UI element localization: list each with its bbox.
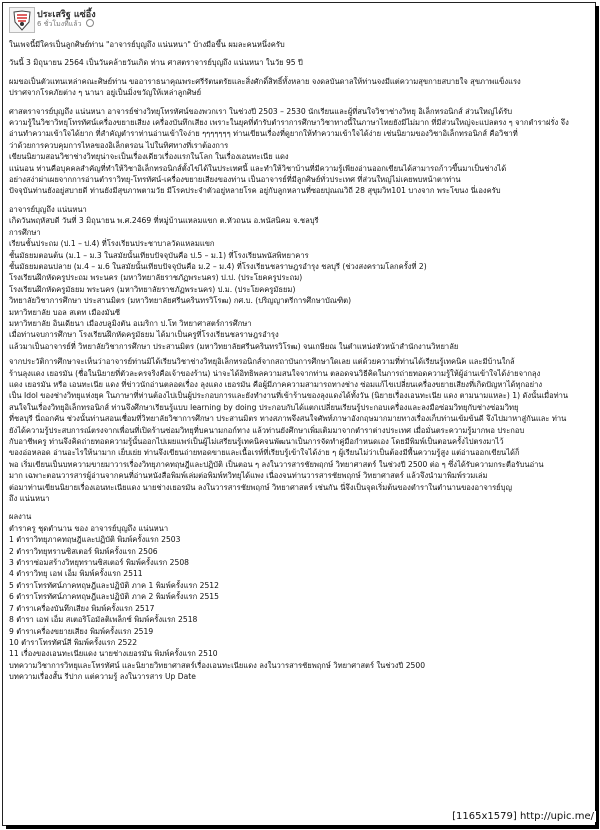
post-text-line: อาจารย์บุญถึง แน่นหนา	[9, 204, 87, 214]
post-text-line: สนใจในเรื่องวิทยุอิเล็กทรอนิกส์ ท่านจึงศึกษาเรียนรู้แบบ learning by doing ประกอบกับได้แตกเปลี่ยนเรียนรู้ประกอบเครื่องและลงมือซ่อมวิทยุกับช่างซ่อมวิทยุ	[9, 402, 519, 412]
post-text-line: ชั้นมัธยมตอนต้น (ม.1 – ม.3 ในสมัยนั้นเทียบปัจจุบันคือ ป.5 – ม.1) ที่โรงเรียนพนัสพิทยาคาร	[9, 250, 309, 260]
post-paragraph	[9, 356, 589, 504]
post-text-line: 4 ตำราวิทยุ เอฟ เอ็ม พิมพ์ครั้งแรก 2511	[9, 569, 143, 579]
post-text-line: 5 ตำราโทรทัศน์ภาคทฤษฎีและปฏิบัติ ภาค 1 พิมพ์ครั้งแรก 2512	[9, 580, 219, 590]
frame-shadow-right	[595, 6, 599, 826]
post-text-line: บทความเรื่องสั้น รีปาก แต่ความรู้ ลงในวารสาร Up Date	[9, 672, 196, 682]
frame-shadow-bottom	[6, 825, 599, 829]
avatar-icon	[10, 8, 34, 32]
post-paragraph	[9, 76, 589, 99]
post-text-line: พอ เริ่มเขียนเป็นบทความขายมาวารเรื่องวิทยุภาคทฤษฎีและปฏิบัติ เป็นตอน ๆ ลงในวารสารชัยพฤกษ์ วิทยาศาสตร์ ในช่วงปี 2500 ต่อ ๆ ซึ่งได้รับความกระตือรับนอ่าน	[9, 459, 544, 469]
post-text-line: แล้วมาเป็นอาจารย์ที่ วิทยาลัยวิชาการศึกษา ประสานมิตร (มหาวิทยาลัยศรีนครินทรวิโรฒ) จนเกษียณ ในตำแหน่งหัวหน้าสำนักงานวิทยาลัย	[9, 341, 459, 351]
post-text-line: กับอาชีพครู ท่านจึงคิดถ่ายทอดความรู้นั้นออกไปเผยแพร่เป็นผู้ไม่เสรียนรู้เทคนิคจนพัฒนาเป็นการจัดทำคู่มือกำหนดเอง โดยมีพิมพ์เป็นตอนครั้งไปตรงมาไว้	[9, 437, 504, 446]
post-time[interactable]	[37, 19, 94, 30]
paragraph-gap	[9, 504, 589, 511]
post-text-line: วิทยาลัยวิชาการศึกษา ประสานมิตร (มหาวิทยาลัยศรีนครินทรวิโรฒ) กศ.บ. (ปริญญาตรีการศึกษาบัณฑิต)	[9, 296, 352, 306]
post-text-line: เกิดวันพฤหัสบดี วันที่ 3 มิถุนายน พ.ศ.2469 ที่หมู่บ้านแหลมแขก ต.หัวถนน อ.พนัสนิคม จ.ชลบุรี	[9, 216, 319, 226]
post-text-line: 7 ตำราเครื่องบันทึกเสียง พิมพ์ครั้งแรก 2517	[9, 603, 155, 613]
post-paragraph	[9, 39, 589, 50]
post-text-line: มาก เฉพาะตอนวารสารผู้อ่านจากคนที่อ่านหนังสือพิมพ์เล่มต่อพิมพ์ทวิทยุได้แพง เนื่องจนท่านวารสารชัยพฤกษ์ วิทยาศาสตร์ แล้วจึงนำมาพิมพ์รวมเล่ม	[9, 471, 488, 481]
post-timestamp: 6 ชั่วโมงที่แล้ว	[37, 20, 82, 28]
post-text-line: ร้านลุงแดง เยอรมัน (ชื่อในนิยายที่ตัวละครจริงคือเจ้าของร้าน) น่าจะได้อิทธิพลความสนใจจากท่าน ตลอดจนวิธีคิดในการถ่ายทอดความรู้ให้ผู้อ่านเข้าใจได้ง่ายจากลุง	[9, 368, 541, 378]
post-paragraph	[9, 511, 589, 682]
post-text-line: อ่านทำความเข้าใจได้ยาก ที่สำคัญตำราท่านอ่านเข้าใจง่าย ๆๆๆๆๆๆๆ ท่านเขียนเรื่องที่ดูยากให้ทำความเข้าใจได้ง่าย เช่นนิยามของวิชาอิเล็กทรอนิกส์ คือวิชาที่	[9, 129, 518, 139]
avatar[interactable]	[9, 7, 35, 33]
post-text-line: 6 ตำราโทรทัศน์ภาคทฤษฎีและปฏิบัติ ภาค 2 พิมพ์ครั้งแรก 2515	[9, 592, 219, 602]
paragraph-gap	[9, 197, 589, 204]
post-text-line: 10 ตำราโทรทัศน์สี พิมพ์ครั้งแรก 2522	[9, 637, 138, 647]
post-text-line: ที่ชลบุรี นี่ถอกคัน ช่วงนั้นท่านสอนเชื่อมที่วิทยาลัยวิชาการศึกษา ประสานมิตร ทางสภาพจึงสนใจศัพท์ภาษาอังกฤษมากมายทางเรื่องเก็บท่านเข้มข้นดี จึงไปมาหาสู่กันและ ท่าน	[9, 414, 567, 424]
paragraph-gap	[9, 99, 589, 106]
paragraph-gap	[9, 50, 589, 57]
post-text-line: จากประวัติการศึกษาจะเห็นว่าอาจารย์ท่านมิได้เรียนวิชาช่างวิทยุอิเล็กทรอนิกส์จากสถาบันการศึกษาใดเลย แต่ด้วยความที่ท่านได้เรียนรู้เทคนิค และมีบ้านใกล้	[9, 357, 515, 367]
post-text-line: 1 ตำราวิทยุภาคทฤษฎีและปฏิบัติ พิมพ์ครั้งแรก 2503	[9, 535, 181, 545]
post-text-line: ผมขอเป็นตัวแทนเหล่าคณะศิษย์ท่าน ขออาราธนาคุณพระศรีรัตนตรัยและสิ่งศักดิ์สิทธิ์ทั้งหลาย จงดลบันดาลให้ท่านจงมีแต่ความสุขกายสบายใจ สุขภาพแข็งแรง	[9, 76, 521, 86]
post-text-line: บทความวิชาการวิทยุและโทรทัศน์ และนิยายวิทยาศาสตร์เรื่องเอนทะเนียแดง ลงในวารสารชัยพฤกษ์ วิทยาศาสตร์ ในช่วงปี 2500	[9, 660, 426, 670]
post-text-line: 11 เรื่องของเอนทะเนียแดง นายช่างเยอรมัน พิมพ์ครั้งแรก 2510	[9, 649, 218, 659]
globe-icon	[86, 19, 94, 27]
post-text-line: แดง เยอรมัน หรือ เอนทะเนีย แดง ที่ข่าวนักอ่านตลอดเรื่อง ลุงแดง เยอรมัน คือผู้มีภาคความสามารถทางช่าง ซ่อมแก้ไขเปลี่ยนเครื่องขยายเสียงที่เกิดปัญหาได้ทุกอย่าง	[9, 379, 543, 389]
post-text-line: ว่าด้วยการควบคุมการไหลของอิเล็กตรอน ไปในทิศทางที่เราต้องการ	[9, 140, 229, 150]
post-text-line: ตำราครู ชุดตำนาน ของ อาจารย์บุญถึง แน่นหนา	[9, 523, 169, 533]
post-text-line: ปัจจุบันท่านยังอยู่สบายดี ท่านยังมีสุขภาพตามวัย มีโรคประจำตัวอยู่หลายโรค อยู่กับลูกหลานที่ซอยปุณณวิถี 28 สุขุมวิท101 บางจาก พระโขนง นี่เองครับ	[9, 186, 501, 196]
post-text-line: ของอ่อหลอด อ่านอะไรให้นามาก เย็บเย่ย ท่านจึงเขียนถ่ายทอดขายและเนื้อเรท์ที่เรียบรู้เข้าใจได้ง่าย ๆ ผู้เรียนไม่ว่าเป็นต้องมีพื้นความรู้สูง แต่อ่านออกเขียนได้ก็	[9, 448, 520, 458]
post-text-line: แน่นอน ท่านคือบุคคลสำคัญที่ทำให้วิชาอิเล็กทรอนิกส์ตั้งไข่ได้ในประเทศนี้ และทำให้วิชาบ้านที่มีความรู้เพียงอ่านออกเขียนได้สามารถก้าวขึ้นมาเป็นช่างได้	[9, 163, 507, 173]
post-text-line: ถึง แน่นหนา	[9, 494, 50, 504]
post-text-line: เรียนชั้นประถม (ป.1 – ป.4) ที่โรงเรียนประชาบาลวัดแหลมแขก	[9, 239, 215, 249]
post-screenshot	[2, 2, 596, 826]
post-text-line: ปราศจากโรคภัยต่าง ๆ นานา อยู่เป็นมิ่งขวัญให้เหล่าลูกศิษย์	[9, 88, 202, 98]
post-text-line: ผลงาน	[9, 512, 32, 522]
post-text-line: มหาวิทยาลัย บอล สเตท เมืองมันซี	[9, 307, 121, 317]
post-paragraph	[9, 204, 589, 352]
post-text-line: ในเพจนี้มีใครเป็นลูกศิษย์ท่าน "อาจารย์บุญถึง แน่นหนา" บ้างมือขึ้น ผมละคนหนึ่งครับ	[9, 40, 285, 49]
post-text-line: เมื่อท่านจบการศึกษา โรงเรียนฝึกหัดครูมัธยม ได้มาเป็นครูที่โรงเรียนชลราษฎรอำรุง	[9, 330, 279, 340]
post-text-line: การศึกษา	[9, 227, 41, 237]
post-text-line: ชั้นมัธยมตอนปลาย (ม.4 – ม.6 ในสมัยนั้นเทียบปัจจุบันคือ ม.2 – ม.4) ที่โรงเรียนชลราษฎรอำรุง ชลบุรี (ช่วงสงครามโลกครั้งที่ 2)	[9, 261, 427, 271]
post-body	[9, 39, 589, 683]
post-text-line: โรงเรียนฝึกหัดครูประถม พระนคร (มหาวิทยาลัยราชภัฏพระนคร) ป.ป. (ประโยคครูประถม)	[9, 273, 303, 283]
post-text-line: 9 ตำราเครื่องขยายเสียง พิมพ์ครั้งแรก 2519	[9, 626, 154, 636]
post-text-line: เป็น Idol ของช่างวิทยุแห่งยุค ในภาษาที่ท่านต้องไปเป็นผู้ประกอบการและยังทำงานที่เข้าร้านของลุงแดงได้ทั้งวัน (นิยายเรื่องเอนทะเนีย แดง ตามนามแหละ) 1) ดังนั้นเมื่อท่าน	[9, 391, 569, 401]
watermark: [1165x1579] http://upic.me/	[452, 811, 594, 822]
post-text-line: วันนี้ 3 มิถุนายน 2564 เป็นวันคล้ายวันเกิด ท่าน ศาสตราจารย์บุญถึง แน่นหนา ในวัย 95 ปี	[9, 58, 303, 68]
post-text-line: 2 ตำราวิทยุทรานซิสเตอร์ พิมพ์ครั้งแรก 2506	[9, 546, 158, 556]
post-text-line: เขียนนิยามสอนวิชาช่างวิทยุน่าจะเป็นเรื่องเดียวเรื่องแรกในโลก ในเรื่องเอนทะเนีย แดง	[9, 152, 289, 162]
post-text-line: 3 ตำราซ่อมสร้างวิทยุทรานซิสเตอร์ พิมพ์ครั้งแรก 2508	[9, 558, 190, 568]
post-text-line: ศาสตราจารย์บุญถึง แน่นหนา อาจารย์ช่างวิทยุโทรทัศน์ของพวกเรา ในช่วงปี 2503 – 2530 นักเรียนและผู้ที่สนใจวิชาช่างวิทยุ อิเล็กทรอนิกส์ ส่วนใหญ่ได้รับ	[9, 106, 513, 116]
post-text-line: โรงเรียนฝึกหัดครูมัธยม พระนคร (มหาวิทยาลัยราชภัฏพระนคร) ป.ม. (ประโยคครูมัธยม)	[9, 284, 296, 294]
author-name[interactable]: ประเสริฐ แซ่อึ้ง	[37, 10, 96, 20]
post-text-line: 8 ตำรา เอฟ เอ็ม สเตอริโอมัลติเพล็กซ์ พิมพ์ครั้งแรก 2518	[9, 615, 198, 625]
post-text-line: ต่อมาท่านเขียนนิยายเรื่องเอนทะเนียแดง นายช่างเยอรมัน ลงในวารสารชัยพฤกษ์ วิทยาศาสตร์ เช่นกัน นี่จึงเป็นจุดเริ่มต้นของตำราในตำนานของอาจารย์บุญ	[9, 482, 512, 492]
paragraph-gap	[9, 69, 589, 76]
post-paragraph	[9, 57, 589, 68]
post-text-line: มหาวิทยาลัย อินเดียนา เมืองบลูมิงตัน อเมริกา ป.โท วิทยาศาสตร์การศึกษา	[9, 318, 252, 328]
post-text-line: อย่างสง่าผ่าเผยจากการอ่านตำราวิทยุ-โทรทัศน์-เครื่องขยายเสียงของท่าน เป็นอาจารย์ที่มีลูกศิษย์ทั่วประเทศ ที่ส่วนใหญ่ไม่เคยพบหน้าตาท่าน	[9, 175, 461, 185]
post-text-line: ยังได้ความรู้ประสบการณ์ตรงจากเพื่อนที่เปิดร้านซ่อมวิทยุที่บคนามกอก์ทาง แล้วท่านยังศึกษาเพิ่มเติมมาจากตำราต่างประเทศ เมื่อมั่นตระความรู้มากพอ ประกอบ	[9, 425, 525, 435]
post-text-line: ความรู้ในวิชาวิทยุโทรทัศน์เครื่องขยายเสียง เครื่องบันทึกเสียง เพราะในยุคที่ตำรับตำราการศึกษาวิชาทางนี้ในภาษาไทยยังมีไม่มาก ที่มีส่วนใหญ่จะแปลตรง ๆ จากตำราฝรั่ง จึง	[9, 118, 569, 128]
post-paragraph	[9, 106, 589, 197]
